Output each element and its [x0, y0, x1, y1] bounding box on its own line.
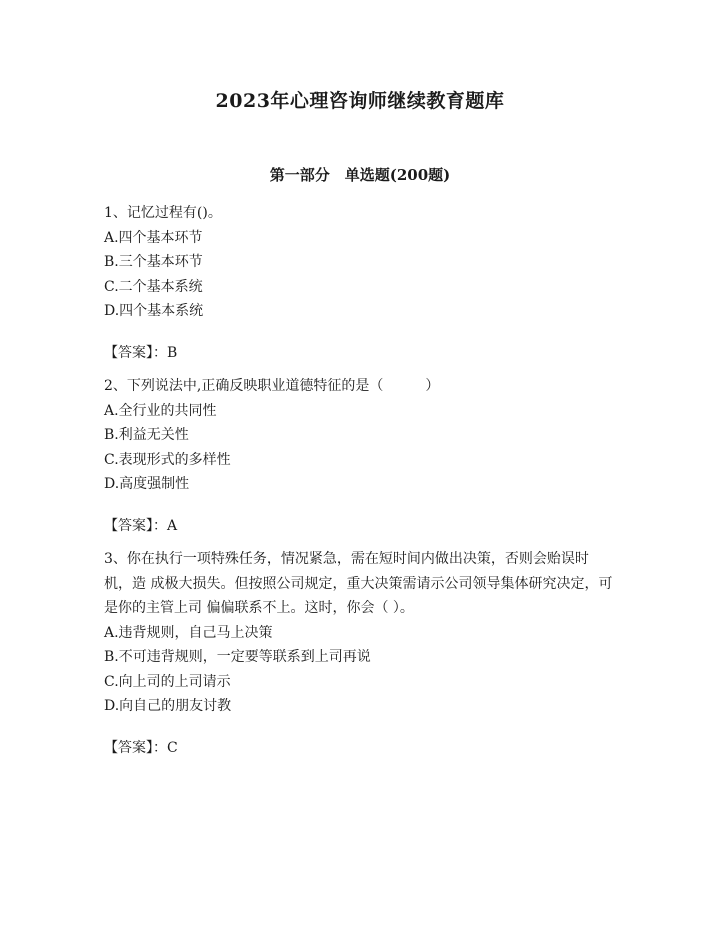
option-b: B.三个基本环节	[104, 254, 203, 270]
question-stem: 1、记忆过程有()。	[104, 205, 222, 221]
question-list	[104, 201, 616, 769]
answer: 【答案】：B	[104, 344, 178, 361]
option-c: C.向上司的上司请示	[104, 673, 231, 690]
option-d: D.向自己的朋友讨教	[104, 698, 232, 714]
option-c: C.表现形式的多样性	[104, 451, 231, 468]
option-b: B.不可违背规则，一定要等联系到上司再说	[104, 649, 371, 665]
answer: 【答案】：C	[104, 739, 178, 756]
question-stem: 2、下列说法中,正确反映职业道德特征的是（ ）	[104, 378, 440, 394]
option-c: C.二个基本系统	[104, 278, 203, 295]
question-3	[104, 547, 616, 760]
question-1	[104, 201, 616, 365]
question-stem: 3、你在执行一项特殊任务，情况紧急，需在短时间内做出决策，否则会贻误时机，造 成极大损失。但按照公司规定，重大决策需请示公司领导集体研究决定，可是你的主管上司 偏偏联系不上。这时，你会（ ）。	[104, 551, 613, 616]
option-b: B.利益无关性	[104, 427, 189, 443]
option-d: D.高度强制性	[104, 476, 190, 492]
option-a: A.违背规则，自己马上决策	[104, 624, 273, 641]
option-a: A.全行业的共同性	[104, 402, 217, 419]
page-title: 2023年心理咨询师继续教育题库	[215, 90, 505, 112]
answer: 【答案】：A	[104, 517, 178, 534]
option-a: A.四个基本环节	[104, 229, 203, 246]
option-d: D.四个基本系统	[104, 303, 204, 319]
section-title: 第一部分 单选题(200题)	[269, 166, 451, 184]
question-2	[104, 374, 616, 538]
